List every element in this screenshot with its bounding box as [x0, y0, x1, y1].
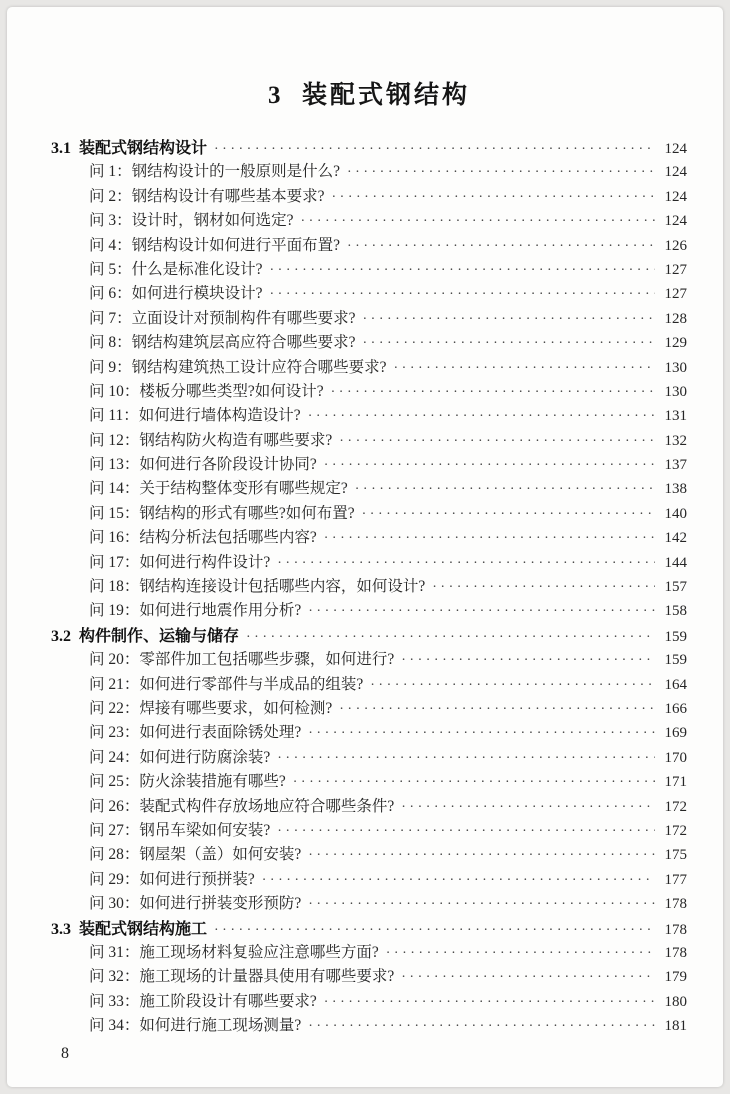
toc-leader-dots	[355, 482, 655, 498]
toc-leader-dots	[331, 385, 655, 401]
toc-leader-dots	[270, 263, 655, 279]
toc-entry-label: 问 31：施工现场材料复验应注意哪些方面?	[89, 943, 379, 961]
toc-entry	[51, 623, 687, 647]
toc-entry-page: 178	[664, 944, 687, 961]
toc-entry-label: 问 13：如何进行各阶段设计协同?	[89, 456, 317, 474]
toc-entry-label: 问 19：如何进行地震作用分析?	[89, 602, 302, 620]
toc-entry-label: 问 6：如何进行模块设计?	[89, 285, 263, 303]
toc-leader-dots	[363, 336, 655, 352]
toc-entry-page: 159	[664, 628, 687, 645]
toc-entry-label: 问 25：防火涂装措施有哪些?	[89, 773, 286, 791]
toc-leader-dots	[401, 970, 655, 986]
toc-leader-dots	[277, 556, 655, 572]
toc-entry-page: 127	[664, 286, 687, 303]
toc-entry	[51, 672, 687, 696]
toc-entry-page: 178	[664, 921, 687, 938]
toc-entry-label: 问 15：钢结构的形式有哪些?如何布置?	[89, 504, 355, 522]
toc-leader-dots	[339, 702, 655, 718]
toc-entry-label: 问 8：钢结构建筑层高应符合哪些要求?	[89, 334, 356, 352]
toc-entry-page: 137	[664, 457, 687, 474]
toc-leader-dots	[394, 361, 655, 377]
toc-entry	[51, 916, 687, 940]
toc-leader-dots	[277, 824, 655, 840]
toc-entry-label: 问 2：钢结构设计有哪些基本要求?	[89, 187, 325, 205]
toc-entry	[51, 379, 687, 403]
toc-entry	[51, 233, 687, 257]
toc-leader-dots	[308, 897, 655, 913]
toc-entry	[51, 501, 687, 525]
toc-entry	[51, 891, 687, 915]
toc-entry-label: 问 33：施工阶段设计有哪些要求?	[89, 992, 317, 1010]
toc-entry	[51, 159, 687, 183]
toc-entry-page: 131	[664, 408, 687, 425]
toc-entry-label: 问 28：钢屋架（盖）如何安装?	[89, 846, 302, 864]
toc-entry	[51, 818, 687, 842]
toc-list	[51, 135, 687, 1037]
toc-entry	[51, 867, 687, 891]
toc-leader-dots	[347, 239, 655, 255]
toc-entry-page: 128	[664, 310, 687, 327]
page-content	[7, 7, 723, 1037]
toc-entry-page: 172	[664, 798, 687, 815]
toc-entry-page: 180	[664, 993, 687, 1010]
toc-entry-page: 129	[664, 335, 687, 352]
toc-entry	[51, 769, 687, 793]
toc-leader-dots	[401, 800, 655, 816]
toc-entry	[51, 428, 687, 452]
toc-entry-label: 问 23：如何进行表面除锈处理?	[89, 724, 302, 742]
toc-entry	[51, 842, 687, 866]
toc-entry-page: 126	[664, 237, 687, 254]
toc-entry-label: 问 21：如何进行零部件与半成品的组装?	[89, 675, 364, 693]
toc-entry	[51, 184, 687, 208]
toc-entry-label: 问 3：设计时，钢材如何选定?	[89, 212, 294, 230]
toc-entry	[51, 281, 687, 305]
toc-entry	[51, 355, 687, 379]
toc-entry-page: 127	[664, 261, 687, 278]
toc-entry-page: 124	[664, 141, 687, 157]
toc-leader-dots	[270, 287, 655, 303]
toc-leader-dots	[386, 946, 655, 962]
toc-entry	[51, 306, 687, 330]
toc-leader-dots	[262, 873, 655, 889]
toc-entry	[51, 208, 687, 232]
toc-entry-label: 问 11：如何进行墙体构造设计?	[89, 407, 301, 425]
toc-entry-label: 问 12：钢结构防火构造有哪些要求?	[89, 431, 333, 449]
toc-leader-dots	[308, 604, 655, 620]
toc-entry-page: 175	[664, 847, 687, 864]
toc-leader-dots	[363, 312, 655, 328]
toc-entry-label: 问 10：楼板分哪些类型?如何设计?	[89, 382, 324, 400]
toc-leader-dots	[401, 653, 655, 669]
toc-leader-dots	[362, 507, 655, 523]
toc-leader-dots	[214, 142, 655, 158]
toc-entry-page: 138	[664, 481, 687, 498]
toc-leader-dots	[308, 409, 655, 425]
toc-entry-page: 181	[664, 1018, 687, 1035]
toc-entry-label: 问 1：钢结构设计的一般原则是什么?	[89, 163, 341, 181]
toc-entry	[51, 964, 687, 988]
toc-entry	[51, 1013, 687, 1037]
toc-entry-label: 问 9：钢结构建筑热工设计应符合哪些要求?	[89, 358, 387, 376]
toc-entry-label: 问 5：什么是标准化设计?	[89, 260, 263, 278]
toc-entry-label: 问 18：钢结构连接设计包括哪些内容，如何设计?	[89, 578, 426, 596]
toc-entry-page: 140	[664, 505, 687, 522]
book-page	[7, 7, 723, 1087]
toc-entry-label: 问 26：装配式构件存放场地应符合哪些条件?	[89, 797, 395, 815]
toc-entry-label: 问 16：结构分析法包括哪些内容?	[89, 529, 317, 547]
toc-leader-dots	[246, 630, 655, 646]
toc-entry-label: 问 14：关于结构整体变形有哪些规定?	[89, 480, 348, 498]
toc-leader-dots	[432, 580, 655, 596]
toc-entry-label: 问 20：零部件加工包括哪些步骤，如何进行?	[89, 651, 395, 669]
toc-entry	[51, 720, 687, 744]
toc-leader-dots	[332, 190, 655, 206]
toc-entry-page: 142	[664, 530, 687, 547]
toc-entry	[51, 525, 687, 549]
toc-leader-dots	[277, 751, 655, 767]
toc-entry	[51, 476, 687, 500]
toc-entry-label: 3.2 构件制作、运输与储存	[51, 627, 240, 645]
toc-entry-label: 问 27：钢吊车梁如何安装?	[89, 821, 271, 839]
footer-page-number: 8	[61, 1045, 69, 1062]
toc-entry	[51, 403, 687, 427]
toc-entry-page: 124	[664, 164, 687, 181]
toc-leader-dots	[370, 678, 655, 694]
toc-entry-page: 169	[664, 725, 687, 742]
toc-entry-page: 130	[664, 383, 687, 400]
toc-entry	[51, 598, 687, 622]
toc-leader-dots	[293, 775, 655, 791]
toc-entry-label: 问 29：如何进行预拼装?	[89, 870, 255, 888]
toc-leader-dots	[308, 848, 655, 864]
toc-entry-page: 144	[664, 554, 687, 571]
toc-entry-label: 问 24：如何进行防腐涂装?	[89, 748, 271, 766]
toc-entry	[51, 330, 687, 354]
toc-entry-page: 179	[664, 969, 687, 986]
toc-entry-label: 3.1 装配式钢结构设计	[51, 140, 208, 157]
toc-entry-page: 124	[664, 188, 687, 205]
toc-entry-page: 124	[664, 213, 687, 230]
toc-entry	[51, 940, 687, 964]
toc-entry	[51, 257, 687, 281]
toc-entry	[51, 696, 687, 720]
toc-entry-label: 问 7：立面设计对预制构件有哪些要求?	[89, 309, 356, 327]
toc-entry-page: 170	[664, 749, 687, 766]
toc-entry-label: 问 17：如何进行构件设计?	[89, 553, 271, 571]
toc-leader-dots	[308, 726, 655, 742]
toc-leader-dots	[301, 214, 655, 230]
toc-entry-page: 132	[664, 432, 687, 449]
toc-entry-page: 130	[664, 359, 687, 376]
toc-entry	[51, 574, 687, 598]
toc-entry	[51, 745, 687, 769]
toc-entry-page: 172	[664, 822, 687, 839]
toc-entry	[51, 794, 687, 818]
chapter-title: 3 装配式钢结构	[267, 82, 470, 109]
toc-entry	[51, 135, 687, 159]
toc-leader-dots	[339, 434, 655, 450]
toc-entry-label: 问 34：如何进行施工现场测量?	[89, 1017, 302, 1035]
toc-entry-label: 问 32：施工现场的计量器具使用有哪些要求?	[89, 968, 395, 986]
toc-entry-label: 问 22：焊接有哪些要求，如何检测?	[89, 699, 333, 717]
toc-entry-label: 问 30：如何进行拼装变形预防?	[89, 895, 302, 913]
toc-entry	[51, 452, 687, 476]
toc-entry-label: 问 4：钢结构设计如何进行平面布置?	[89, 236, 341, 254]
toc-entry-page: 158	[664, 603, 687, 620]
toc-leader-dots	[214, 923, 655, 939]
toc-entry	[51, 550, 687, 574]
toc-entry-label: 3.3 装配式钢结构施工	[51, 920, 208, 938]
toc-entry-page: 178	[664, 896, 687, 913]
toc-entry-page: 171	[664, 774, 687, 791]
toc-entry-page: 166	[664, 700, 687, 717]
toc-entry	[51, 989, 687, 1013]
toc-leader-dots	[324, 458, 655, 474]
toc-entry-page: 157	[664, 579, 687, 596]
toc-entry-page: 159	[664, 652, 687, 669]
toc-entry-page: 177	[664, 871, 687, 888]
toc-leader-dots	[308, 1019, 655, 1035]
toc-leader-dots	[324, 531, 655, 547]
toc-entry-page: 164	[664, 676, 687, 693]
toc-leader-dots	[347, 165, 655, 181]
toc-entry	[51, 647, 687, 671]
toc-leader-dots	[324, 995, 655, 1011]
